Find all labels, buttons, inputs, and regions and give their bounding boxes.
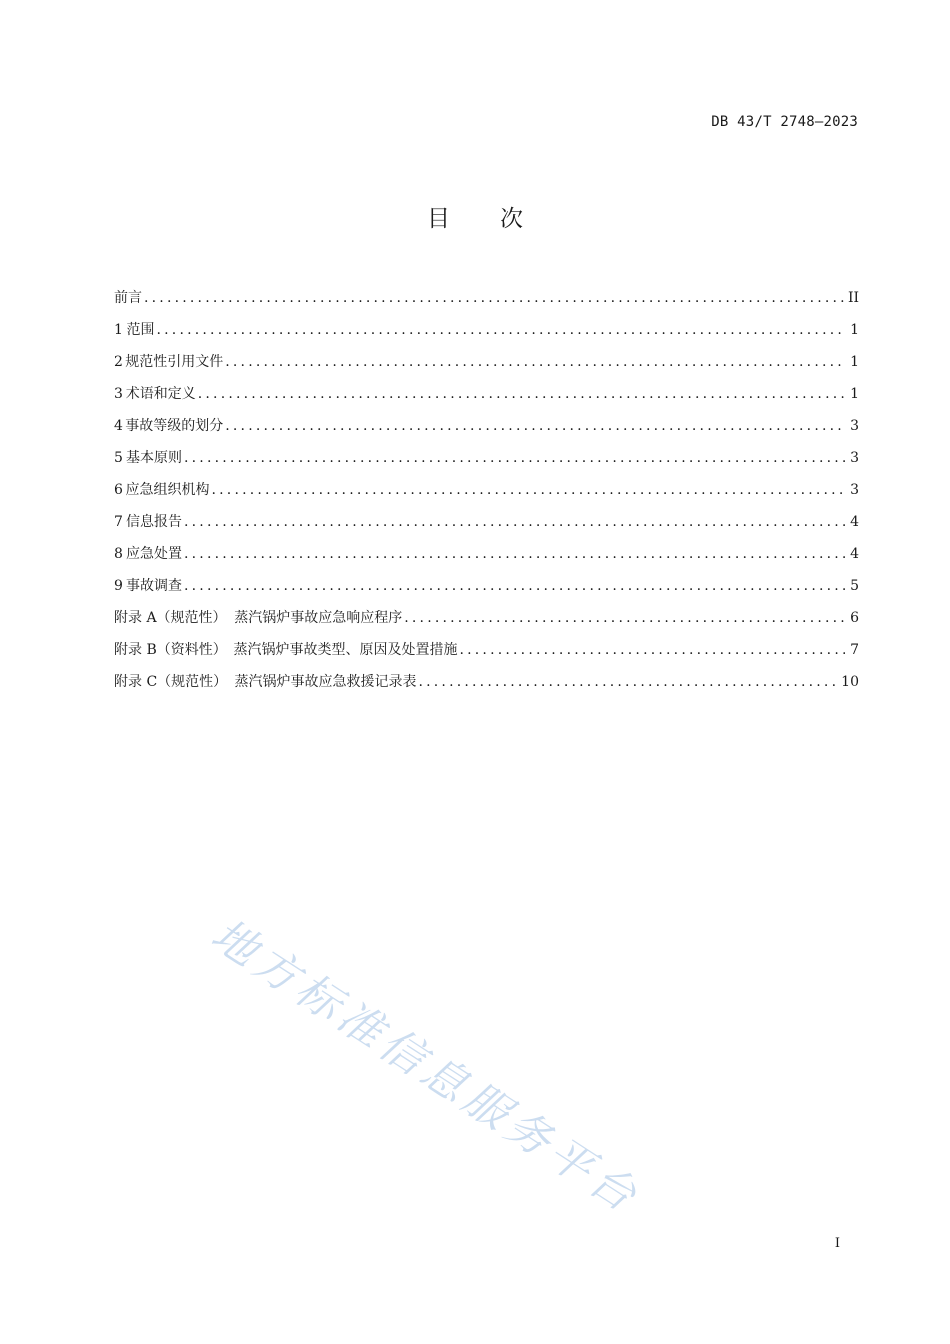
toc-entry-number: 2 — [114, 354, 123, 370]
toc-entry-label: 蒸汽锅炉事故应急救援记录表 — [234, 674, 417, 690]
toc-leader-dots — [418, 674, 837, 690]
toc-entry-page: 1 — [850, 386, 859, 402]
toc-leader-dots — [157, 322, 846, 338]
toc-entry-emergency-organization[interactable] — [114, 479, 859, 511]
toc-entry-label: 规范性引用文件 — [125, 354, 224, 370]
toc-entry-accident-investigation[interactable] — [114, 575, 859, 607]
toc-entry-appendix-b[interactable] — [114, 639, 859, 671]
toc-entry-page: 4 — [850, 546, 859, 562]
toc-entry-label: 事故调查 — [126, 578, 182, 594]
table-of-contents — [114, 287, 859, 703]
toc-leader-dots — [184, 546, 845, 562]
toc-entry-label: 蒸汽锅炉事故应急响应程序 — [234, 610, 403, 626]
toc-entry-label: 信息报告 — [126, 514, 182, 530]
toc-entry-label: 范围 — [126, 322, 155, 338]
toc-leader-dots — [184, 450, 845, 466]
toc-entry-label: 蒸汽锅炉事故类型、原因及处置措施 — [233, 642, 458, 658]
toc-leader-dots — [144, 290, 844, 306]
toc-entry-page: 7 — [850, 642, 859, 658]
toc-entry-page: 1 — [850, 354, 859, 370]
toc-entry-page: 6 — [850, 610, 859, 626]
toc-entry-number: 6 — [114, 482, 123, 498]
toc-entry-number: 3 — [114, 386, 123, 402]
toc-entry-label: 事故等级的划分 — [125, 418, 224, 434]
toc-entry-number: 7 — [114, 514, 123, 530]
document-code: DB 43/T 2748—2023 — [711, 114, 858, 130]
toc-leader-dots — [212, 482, 846, 498]
toc-entry-label: 应急组织机构 — [125, 482, 210, 498]
toc-entry-page: 3 — [850, 418, 859, 434]
toc-title — [0, 200, 950, 233]
toc-entry-appendix-a[interactable] — [114, 607, 859, 639]
toc-leader-dots — [459, 642, 845, 658]
toc-entry-number: 1 — [114, 322, 123, 338]
toc-entry-appendix-prefix: 附录 B（资料性） — [114, 642, 227, 658]
toc-entry-scope[interactable] — [114, 319, 859, 351]
toc-leader-dots — [184, 578, 845, 594]
toc-entry-appendix-c[interactable] — [114, 671, 859, 703]
toc-entry-page: II — [847, 290, 859, 306]
toc-entry-label: 前言 — [114, 290, 142, 306]
toc-entry-accident-levels[interactable] — [114, 415, 859, 447]
toc-title-right: 次 — [500, 206, 523, 232]
toc-entry-information-report[interactable] — [114, 511, 859, 543]
toc-title-left: 目 — [427, 206, 450, 232]
watermark: 地方标准信息服务平台 — [202, 909, 650, 1225]
toc-leader-dots — [225, 354, 845, 370]
toc-entry-page: 4 — [850, 514, 859, 530]
toc-entry-appendix-prefix: 附录 C（规范性） — [114, 674, 228, 690]
toc-entry-page: 5 — [850, 578, 859, 594]
toc-entry-number: 9 — [114, 578, 123, 594]
toc-entry-label: 基本原则 — [126, 450, 182, 466]
toc-leader-dots — [184, 514, 845, 530]
toc-entry-page: 3 — [850, 482, 859, 498]
toc-entry-appendix-prefix: 附录 A（规范性） — [114, 610, 227, 626]
toc-leader-dots — [198, 386, 845, 402]
toc-entry-number: 4 — [114, 418, 123, 434]
page-number: I — [834, 1236, 840, 1251]
toc-entry-normative-references[interactable] — [114, 351, 859, 383]
toc-entry-terms-definitions[interactable] — [114, 383, 859, 415]
toc-leader-dots — [404, 610, 845, 626]
toc-entry-label: 应急处置 — [126, 546, 182, 562]
toc-entry-emergency-response[interactable] — [114, 543, 859, 575]
toc-entry-page: 1 — [850, 322, 859, 338]
toc-entry-number: 5 — [114, 450, 123, 466]
toc-entry-foreword[interactable] — [114, 287, 859, 319]
toc-entry-page: 3 — [850, 450, 859, 466]
toc-entry-number: 8 — [114, 546, 123, 562]
toc-entry-page: 10 — [841, 674, 859, 690]
toc-entry-label: 术语和定义 — [125, 386, 196, 402]
toc-leader-dots — [225, 418, 845, 434]
toc-entry-basic-principles[interactable] — [114, 447, 859, 479]
